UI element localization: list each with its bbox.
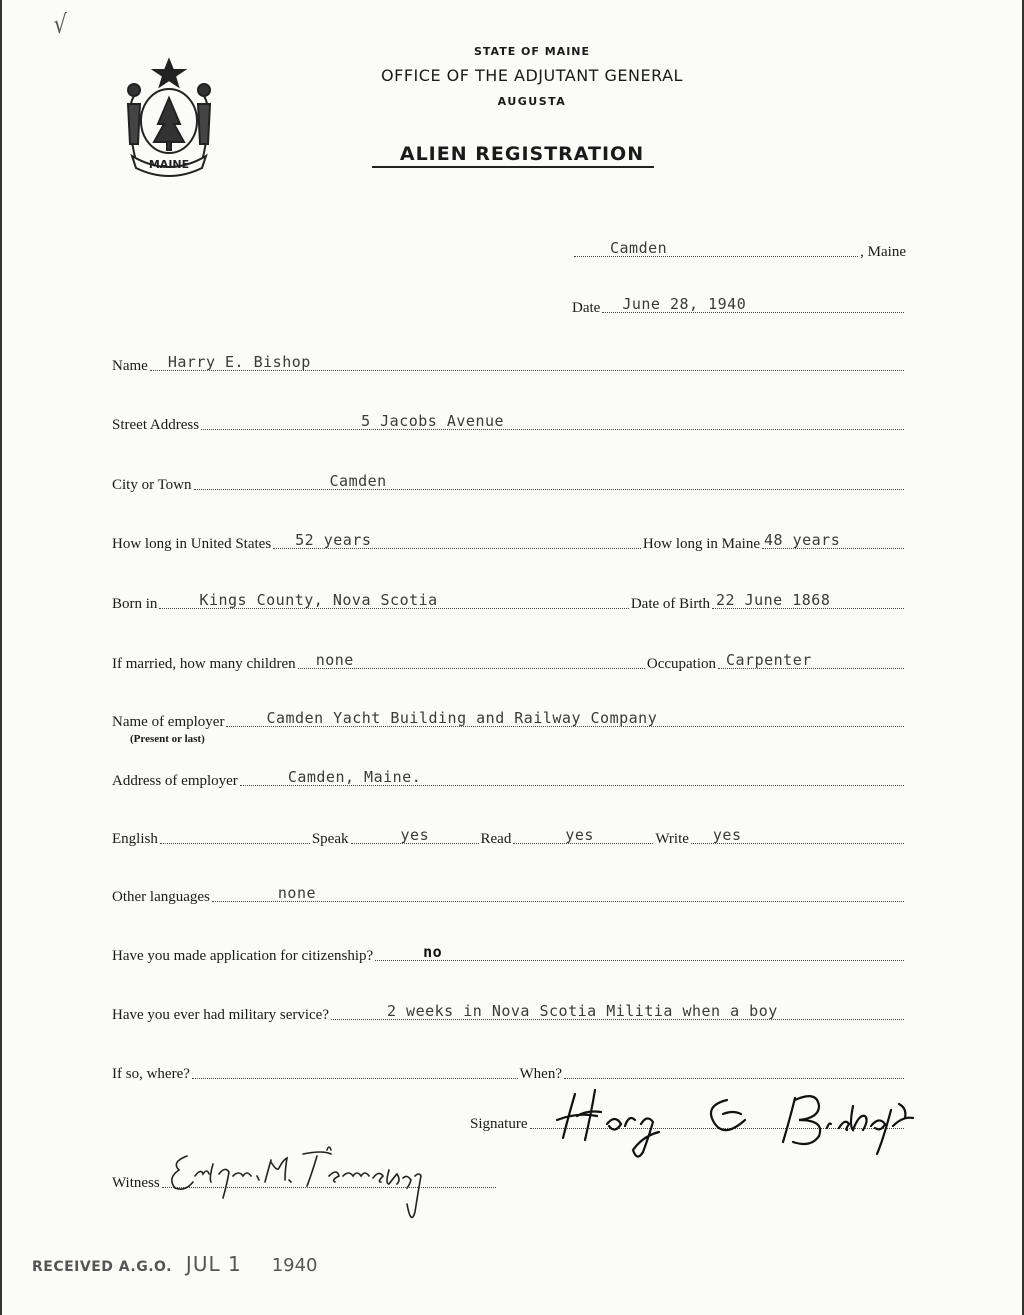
children-label: If married, how many children bbox=[112, 656, 296, 672]
speak-field[interactable]: yes bbox=[351, 842, 479, 844]
how-long-maine-field[interactable]: 48 years bbox=[762, 547, 904, 549]
born-row bbox=[112, 591, 906, 613]
signature-row bbox=[470, 1116, 906, 1133]
stamp-date: JUL 1 bbox=[185, 1252, 242, 1276]
children-field[interactable]: none bbox=[298, 667, 645, 669]
header-city: AUGUSTA bbox=[497, 95, 567, 108]
when-label: When? bbox=[519, 1066, 562, 1082]
witness-field[interactable] bbox=[162, 1186, 496, 1188]
other-languages-field[interactable]: none bbox=[212, 900, 904, 902]
other-languages-label: Other languages bbox=[112, 889, 210, 905]
military-label: Have you ever had military service? bbox=[112, 1007, 329, 1023]
employer-label: Name of employer bbox=[112, 714, 225, 730]
state-seal-icon bbox=[114, 56, 224, 181]
street-label: Street Address bbox=[112, 417, 200, 433]
witness-label: Witness bbox=[112, 1175, 160, 1191]
city-field[interactable]: Camden bbox=[194, 488, 904, 490]
employer-field[interactable]: Camden Yacht Building and Railway Company bbox=[226, 725, 904, 727]
read-label: Read bbox=[480, 831, 512, 847]
when-field[interactable] bbox=[564, 1077, 904, 1079]
name-row bbox=[112, 353, 906, 375]
place-suffix: , Maine bbox=[860, 244, 906, 260]
svg-text:MAINE: MAINE bbox=[148, 158, 190, 171]
city-row bbox=[112, 472, 906, 494]
signature-field[interactable] bbox=[530, 1127, 905, 1129]
employer-row bbox=[112, 709, 906, 731]
date-field[interactable]: June 28, 1940 bbox=[602, 311, 904, 313]
name-field[interactable]: Harry E. Bishop bbox=[150, 369, 904, 371]
employer-sublabel: (Present or last) bbox=[130, 733, 205, 745]
how-long-row bbox=[112, 531, 906, 553]
citizenship-row bbox=[112, 943, 906, 965]
military-field[interactable]: 2 weeks in Nova Scotia Militia when a boy bbox=[331, 1018, 904, 1020]
where-field[interactable] bbox=[192, 1077, 518, 1079]
other-languages-row bbox=[112, 884, 906, 906]
write-field[interactable]: yes bbox=[691, 842, 904, 844]
city-label: City or Town bbox=[112, 477, 192, 493]
date-label: Date bbox=[572, 300, 601, 316]
occupation-field[interactable]: Carpenter bbox=[718, 667, 904, 669]
dob-field[interactable]: 22 June 1868 bbox=[712, 607, 904, 609]
witness-row bbox=[112, 1175, 498, 1192]
signature-label: Signature bbox=[470, 1116, 528, 1132]
stamp-year: 1940 bbox=[271, 1255, 318, 1276]
street-field[interactable]: 5 Jacobs Avenue bbox=[201, 428, 904, 430]
street-row bbox=[112, 412, 906, 434]
military-row bbox=[112, 1002, 906, 1024]
stamp-received: RECEIVED A.G.O. bbox=[32, 1259, 172, 1275]
name-label: Name bbox=[112, 358, 148, 374]
occupation-label: Occupation bbox=[646, 656, 716, 672]
received-stamp bbox=[32, 1252, 318, 1276]
english-row bbox=[112, 826, 906, 848]
where-label: If so, where? bbox=[112, 1066, 190, 1082]
check-mark: √ bbox=[53, 10, 67, 40]
title-underline bbox=[372, 166, 654, 168]
english-label: English bbox=[112, 831, 158, 847]
how-long-us-field[interactable]: 52 years bbox=[273, 547, 641, 549]
citizenship-field[interactable]: no bbox=[375, 959, 904, 961]
born-in-field[interactable]: Kings County, Nova Scotia bbox=[159, 607, 628, 609]
citizenship-label: Have you made application for citizenship? bbox=[112, 948, 374, 964]
employer-address-label: Address of employer bbox=[112, 773, 238, 789]
read-field[interactable]: yes bbox=[513, 842, 653, 844]
employer-address-row bbox=[112, 768, 906, 790]
date-row bbox=[572, 295, 906, 317]
english-field[interactable] bbox=[160, 842, 310, 844]
how-long-us-label: How long in United States bbox=[112, 536, 272, 552]
dob-label: Date of Birth bbox=[630, 596, 710, 612]
speak-label: Speak bbox=[311, 831, 349, 847]
employer-address-field[interactable]: Camden, Maine. bbox=[240, 784, 904, 786]
where-when-row bbox=[112, 1066, 906, 1083]
header-office: OFFICE OF THE ADJUTANT GENERAL bbox=[381, 66, 683, 85]
place-row bbox=[572, 239, 906, 261]
how-long-maine-label: How long in Maine bbox=[642, 536, 760, 552]
header-state: STATE OF MAINE bbox=[473, 45, 591, 58]
write-label: Write bbox=[655, 831, 689, 847]
place-field[interactable]: Camden bbox=[574, 255, 858, 257]
form-title: ALIEN REGISTRATION bbox=[399, 143, 645, 165]
born-in-label: Born in bbox=[112, 596, 158, 612]
children-row bbox=[112, 651, 906, 673]
